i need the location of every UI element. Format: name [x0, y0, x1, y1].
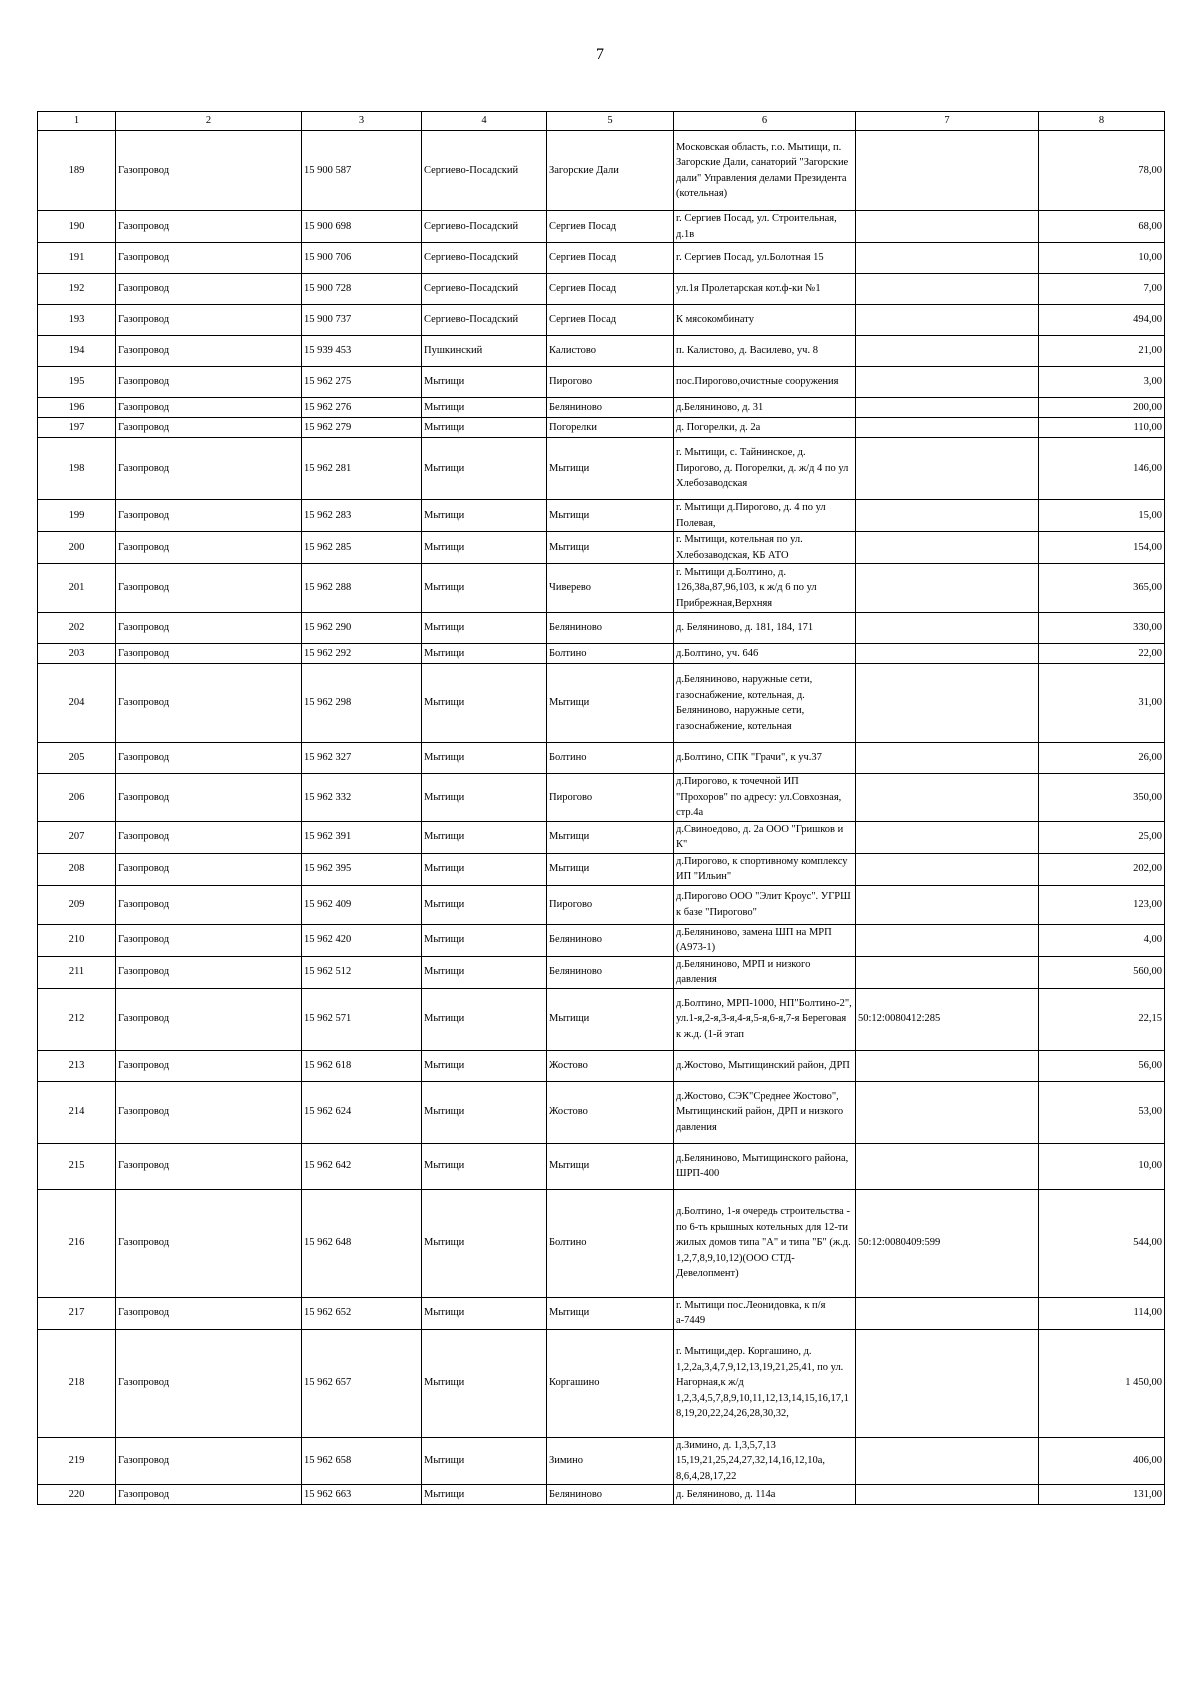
- inventory-number-cell: 15 962 276: [302, 398, 422, 418]
- district-cell: Мытищи: [422, 532, 547, 564]
- row-number-cell: 218: [38, 1329, 116, 1437]
- row-number-cell: 189: [38, 131, 116, 211]
- row-number-cell: 216: [38, 1189, 116, 1297]
- district-cell: Мытищи: [422, 1189, 547, 1297]
- length-cell: 406,00: [1039, 1437, 1165, 1485]
- locality-cell: Мытищи: [547, 532, 674, 564]
- locality-cell: Мытищи: [547, 438, 674, 500]
- address-cell: д. Погорелки, д. 2а: [674, 418, 856, 438]
- locality-cell: Мытищи: [547, 853, 674, 885]
- cadastral-number-cell: [856, 398, 1039, 418]
- object-type-cell: Газопровод: [116, 644, 302, 664]
- district-cell: Мытищи: [422, 1297, 547, 1329]
- length-cell: 202,00: [1039, 853, 1165, 885]
- length-cell: 7,00: [1039, 274, 1165, 305]
- table-row: [38, 131, 1165, 211]
- inventory-number-cell: 15 900 706: [302, 243, 422, 274]
- table-row: [38, 532, 1165, 564]
- table-row: [38, 821, 1165, 853]
- address-cell: г. Мытищи, котельная по ул. Хлебозаводская, КБ АТО: [674, 532, 856, 564]
- column-number: 7: [856, 112, 1039, 131]
- object-type-cell: Газопровод: [116, 1143, 302, 1189]
- table-row: [38, 613, 1165, 644]
- inventory-number-cell: 15 962 395: [302, 853, 422, 885]
- length-cell: 25,00: [1039, 821, 1165, 853]
- address-cell: д.Болтино, уч. 646: [674, 644, 856, 664]
- cadastral-number-cell: [856, 1297, 1039, 1329]
- object-type-cell: Газопровод: [116, 274, 302, 305]
- cadastral-number-cell: [856, 532, 1039, 564]
- inventory-number-cell: 15 962 624: [302, 1081, 422, 1143]
- cadastral-number-cell: [856, 1081, 1039, 1143]
- district-cell: Мытищи: [422, 418, 547, 438]
- length-cell: 26,00: [1039, 743, 1165, 774]
- object-type-cell: Газопровод: [116, 243, 302, 274]
- table-row: [38, 664, 1165, 743]
- inventory-number-cell: 15 962 285: [302, 532, 422, 564]
- address-cell: г. Мытищи д.Пирогово, д. 4 по ул Полевая,: [674, 500, 856, 532]
- cadastral-number-cell: [856, 1050, 1039, 1081]
- locality-cell: Зимино: [547, 1437, 674, 1485]
- address-cell: пос.Пирогово,очистные сооружения: [674, 367, 856, 398]
- district-cell: Мытищи: [422, 988, 547, 1050]
- row-number-cell: 213: [38, 1050, 116, 1081]
- inventory-number-cell: 15 900 698: [302, 211, 422, 243]
- table-row: [38, 336, 1165, 367]
- locality-cell: Калистово: [547, 336, 674, 367]
- table-row: [38, 438, 1165, 500]
- inventory-number-cell: 15 962 648: [302, 1189, 422, 1297]
- table-row: [38, 367, 1165, 398]
- object-type-cell: Газопровод: [116, 418, 302, 438]
- cadastral-number-cell: [856, 956, 1039, 988]
- district-cell: Мытищи: [422, 500, 547, 532]
- inventory-number-cell: 15 962 275: [302, 367, 422, 398]
- cadastral-number-cell: [856, 743, 1039, 774]
- length-cell: 78,00: [1039, 131, 1165, 211]
- table-row: [38, 1329, 1165, 1437]
- object-type-cell: Газопровод: [116, 1050, 302, 1081]
- object-type-cell: Газопровод: [116, 853, 302, 885]
- address-cell: д.Беляниново, Мытищинского района, ШРП-400: [674, 1143, 856, 1189]
- district-cell: Мытищи: [422, 774, 547, 822]
- inventory-number-cell: 15 962 571: [302, 988, 422, 1050]
- object-type-cell: Газопровод: [116, 500, 302, 532]
- cadastral-number-cell: [856, 924, 1039, 956]
- row-number-cell: 211: [38, 956, 116, 988]
- length-cell: 10,00: [1039, 243, 1165, 274]
- object-type-cell: Газопровод: [116, 956, 302, 988]
- locality-cell: Пирогово: [547, 885, 674, 924]
- length-cell: 131,00: [1039, 1485, 1165, 1505]
- table-row: [38, 243, 1165, 274]
- district-cell: Мытищи: [422, 398, 547, 418]
- row-number-cell: 198: [38, 438, 116, 500]
- cadastral-number-cell: [856, 211, 1039, 243]
- district-cell: Мытищи: [422, 438, 547, 500]
- address-cell: д.Беляниново, д. 31: [674, 398, 856, 418]
- row-number-cell: 205: [38, 743, 116, 774]
- inventory-number-cell: 15 900 737: [302, 305, 422, 336]
- locality-cell: Сергиев Посад: [547, 274, 674, 305]
- row-number-cell: 206: [38, 774, 116, 822]
- cadastral-number-cell: [856, 885, 1039, 924]
- locality-cell: Жостово: [547, 1050, 674, 1081]
- table-row: [38, 418, 1165, 438]
- locality-cell: Сергиев Посад: [547, 211, 674, 243]
- object-type-cell: Газопровод: [116, 664, 302, 743]
- district-cell: Пушкинский: [422, 336, 547, 367]
- row-number-cell: 195: [38, 367, 116, 398]
- address-cell: д.Жостово, СЭК"Среднее Жостово", Мытищинский район, ДРП и низкого давления: [674, 1081, 856, 1143]
- inventory-number-cell: 15 962 391: [302, 821, 422, 853]
- district-cell: Мытищи: [422, 1081, 547, 1143]
- object-type-cell: Газопровод: [116, 532, 302, 564]
- row-number-cell: 210: [38, 924, 116, 956]
- address-cell: д.Болтино, СПК "Грачи", к уч.37: [674, 743, 856, 774]
- column-number: 8: [1039, 112, 1165, 131]
- object-type-cell: Газопровод: [116, 367, 302, 398]
- address-cell: д.Беляниново, замена ШП на МРП (А973-1): [674, 924, 856, 956]
- inventory-number-cell: 15 962 279: [302, 418, 422, 438]
- table-row: [38, 305, 1165, 336]
- object-type-cell: Газопровод: [116, 398, 302, 418]
- length-cell: 560,00: [1039, 956, 1165, 988]
- cadastral-number-cell: [856, 774, 1039, 822]
- district-cell: Мытищи: [422, 924, 547, 956]
- district-cell: Мытищи: [422, 821, 547, 853]
- object-type-cell: Газопровод: [116, 211, 302, 243]
- column-number: 2: [116, 112, 302, 131]
- cadastral-number-cell: [856, 243, 1039, 274]
- address-cell: д.Жостово, Мытищинский район, ДРП: [674, 1050, 856, 1081]
- district-cell: Сергиево-Посадский: [422, 243, 547, 274]
- inventory-number-cell: 15 900 587: [302, 131, 422, 211]
- table-row: [38, 1050, 1165, 1081]
- object-type-cell: Газопровод: [116, 1297, 302, 1329]
- locality-cell: Беляниново: [547, 924, 674, 956]
- row-number-cell: 199: [38, 500, 116, 532]
- district-cell: Мытищи: [422, 1485, 547, 1505]
- row-number-cell: 212: [38, 988, 116, 1050]
- district-cell: Мытищи: [422, 1050, 547, 1081]
- row-number-cell: 200: [38, 532, 116, 564]
- table-row: [38, 885, 1165, 924]
- cadastral-number-cell: [856, 500, 1039, 532]
- district-cell: Мытищи: [422, 743, 547, 774]
- row-number-cell: 193: [38, 305, 116, 336]
- locality-cell: Пирогово: [547, 774, 674, 822]
- address-cell: п. Калистово, д. Василево, уч. 8: [674, 336, 856, 367]
- inventory-number-cell: 15 962 663: [302, 1485, 422, 1505]
- row-number-cell: 220: [38, 1485, 116, 1505]
- cadastral-number-cell: [856, 131, 1039, 211]
- cadastral-number-cell: [856, 664, 1039, 743]
- inventory-number-cell: 15 962 283: [302, 500, 422, 532]
- district-cell: Мытищи: [422, 885, 547, 924]
- length-cell: 544,00: [1039, 1189, 1165, 1297]
- locality-cell: Чиверево: [547, 564, 674, 613]
- row-number-cell: 190: [38, 211, 116, 243]
- row-number-cell: 196: [38, 398, 116, 418]
- cadastral-number-cell: [856, 853, 1039, 885]
- locality-cell: Беляниново: [547, 398, 674, 418]
- locality-cell: Мытищи: [547, 1297, 674, 1329]
- table-row: [38, 1143, 1165, 1189]
- row-number-cell: 219: [38, 1437, 116, 1485]
- object-type-cell: Газопровод: [116, 1329, 302, 1437]
- length-cell: 56,00: [1039, 1050, 1165, 1081]
- locality-cell: Коргашино: [547, 1329, 674, 1437]
- inventory-number-cell: 15 962 327: [302, 743, 422, 774]
- district-cell: Мытищи: [422, 1437, 547, 1485]
- length-cell: 21,00: [1039, 336, 1165, 367]
- object-type-cell: Газопровод: [116, 821, 302, 853]
- district-cell: Сергиево-Посадский: [422, 274, 547, 305]
- locality-cell: Пирогово: [547, 367, 674, 398]
- column-number-row: [38, 112, 1165, 131]
- address-cell: д.Пирогово ООО "Элит Кроус". УГРШ к базе "Пирогово": [674, 885, 856, 924]
- length-cell: 68,00: [1039, 211, 1165, 243]
- locality-cell: Беляниново: [547, 1485, 674, 1505]
- district-cell: Мытищи: [422, 367, 547, 398]
- row-number-cell: 192: [38, 274, 116, 305]
- cadastral-number-cell: [856, 367, 1039, 398]
- object-type-cell: Газопровод: [116, 885, 302, 924]
- object-type-cell: Газопровод: [116, 131, 302, 211]
- length-cell: 200,00: [1039, 398, 1165, 418]
- locality-cell: Погорелки: [547, 418, 674, 438]
- cadastral-number-cell: [856, 336, 1039, 367]
- address-cell: д. Беляниново, д. 114а: [674, 1485, 856, 1505]
- table-row: [38, 500, 1165, 532]
- cadastral-number-cell: [856, 1437, 1039, 1485]
- district-cell: Мытищи: [422, 956, 547, 988]
- table-row: [38, 644, 1165, 664]
- cadastral-number-cell: [856, 418, 1039, 438]
- object-type-cell: Газопровод: [116, 743, 302, 774]
- row-number-cell: 197: [38, 418, 116, 438]
- row-number-cell: 204: [38, 664, 116, 743]
- row-number-cell: 217: [38, 1297, 116, 1329]
- district-cell: Мытищи: [422, 1329, 547, 1437]
- address-cell: д.Беляниново, МРП и низкого давления: [674, 956, 856, 988]
- row-number-cell: 208: [38, 853, 116, 885]
- object-type-cell: Газопровод: [116, 1485, 302, 1505]
- address-cell: ул.1я Пролетарская кот.ф-ки №1: [674, 274, 856, 305]
- inventory-number-cell: 15 900 728: [302, 274, 422, 305]
- locality-cell: Мытищи: [547, 500, 674, 532]
- locality-cell: Сергиев Посад: [547, 243, 674, 274]
- page-number: 7: [596, 46, 604, 63]
- length-cell: 110,00: [1039, 418, 1165, 438]
- address-cell: д.Беляниново, наружные сети, газоснабжение, котельная, д. Беляниново, наружные сети, газоснабжение, котельная: [674, 664, 856, 743]
- length-cell: 330,00: [1039, 613, 1165, 644]
- cadastral-number-cell: [856, 305, 1039, 336]
- object-type-cell: Газопровод: [116, 564, 302, 613]
- inventory-number-cell: 15 962 281: [302, 438, 422, 500]
- length-cell: 3,00: [1039, 367, 1165, 398]
- address-cell: г. Мытищи д.Болтино, д. 126,38а,87,96,103, к ж/д 6 по ул Прибрежная,Верхняя: [674, 564, 856, 613]
- length-cell: 350,00: [1039, 774, 1165, 822]
- inventory-number-cell: 15 962 642: [302, 1143, 422, 1189]
- table-row: [38, 853, 1165, 885]
- column-number: 1: [38, 112, 116, 131]
- locality-cell: Загорские Дали: [547, 131, 674, 211]
- inventory-number-cell: 15 962 657: [302, 1329, 422, 1437]
- locality-cell: Болтино: [547, 1189, 674, 1297]
- object-type-cell: Газопровод: [116, 613, 302, 644]
- table-row: [38, 274, 1165, 305]
- table-row: [38, 398, 1165, 418]
- inventory-number-cell: 15 962 652: [302, 1297, 422, 1329]
- row-number-cell: 201: [38, 564, 116, 613]
- locality-cell: Мытищи: [547, 988, 674, 1050]
- district-cell: Мытищи: [422, 644, 547, 664]
- inventory-number-cell: 15 962 409: [302, 885, 422, 924]
- length-cell: 146,00: [1039, 438, 1165, 500]
- length-cell: 494,00: [1039, 305, 1165, 336]
- object-type-cell: Газопровод: [116, 924, 302, 956]
- address-cell: д.Зимино, д. 1,3,5,7,13 15,19,21,25,24,27,32,14,16,12,10а, 8,6,4,28,17,22: [674, 1437, 856, 1485]
- length-cell: 22,00: [1039, 644, 1165, 664]
- length-cell: 114,00: [1039, 1297, 1165, 1329]
- row-number-cell: 191: [38, 243, 116, 274]
- object-type-cell: Газопровод: [116, 1189, 302, 1297]
- cadastral-number-cell: [856, 644, 1039, 664]
- length-cell: 1 450,00: [1039, 1329, 1165, 1437]
- address-cell: д.Свиноедово, д. 2а ООО "Гришков и К": [674, 821, 856, 853]
- cadastral-number-cell: [856, 1485, 1039, 1505]
- district-cell: Сергиево-Посадский: [422, 131, 547, 211]
- column-number: 4: [422, 112, 547, 131]
- row-number-cell: 202: [38, 613, 116, 644]
- address-cell: г. Мытищи пос.Леонидовка, к п/я а-7449: [674, 1297, 856, 1329]
- inventory-number-cell: 15 962 288: [302, 564, 422, 613]
- table-row: [38, 988, 1165, 1050]
- column-number: 3: [302, 112, 422, 131]
- cadastral-number-cell: 50:12:0080412:285: [856, 988, 1039, 1050]
- length-cell: 31,00: [1039, 664, 1165, 743]
- cadastral-number-cell: 50:12:0080409:599: [856, 1189, 1039, 1297]
- district-cell: Мытищи: [422, 1143, 547, 1189]
- row-number-cell: 215: [38, 1143, 116, 1189]
- length-cell: 15,00: [1039, 500, 1165, 532]
- table-row: [38, 1081, 1165, 1143]
- row-number-cell: 207: [38, 821, 116, 853]
- length-cell: 365,00: [1039, 564, 1165, 613]
- cadastral-number-cell: [856, 821, 1039, 853]
- table-row: [38, 774, 1165, 822]
- inventory-number-cell: 15 962 332: [302, 774, 422, 822]
- locality-cell: Мытищи: [547, 1143, 674, 1189]
- cadastral-number-cell: [856, 613, 1039, 644]
- inventory-number-cell: 15 962 512: [302, 956, 422, 988]
- length-cell: 10,00: [1039, 1143, 1165, 1189]
- object-type-cell: Газопровод: [116, 1081, 302, 1143]
- district-cell: Мытищи: [422, 664, 547, 743]
- district-cell: Сергиево-Посадский: [422, 305, 547, 336]
- table-row: [38, 1437, 1165, 1485]
- inventory-number-cell: 15 962 618: [302, 1050, 422, 1081]
- inventory-number-cell: 15 962 420: [302, 924, 422, 956]
- table-row: [38, 211, 1165, 243]
- address-cell: д. Беляниново, д. 181, 184, 171: [674, 613, 856, 644]
- district-cell: Сергиево-Посадский: [422, 211, 547, 243]
- address-cell: д.Пирогово, к спортивному комплексу ИП "Ильин": [674, 853, 856, 885]
- locality-cell: Беляниново: [547, 613, 674, 644]
- table-row: [38, 743, 1165, 774]
- locality-cell: Сергиев Посад: [547, 305, 674, 336]
- column-number: 5: [547, 112, 674, 131]
- length-cell: 53,00: [1039, 1081, 1165, 1143]
- gas-pipeline-registry-table: [37, 111, 1165, 1505]
- object-type-cell: Газопровод: [116, 1437, 302, 1485]
- inventory-number-cell: 15 962 298: [302, 664, 422, 743]
- address-cell: Московская область, г.о. Мытищи, п. Загорские Дали, санаторий "Загорские дали" Управления делами Президента (котельная): [674, 131, 856, 211]
- address-cell: д.Болтино, МРП-1000, НП"Болтино-2", ул.1-я,2-я,3-я,4-я,5-я,6-я,7-я Береговая к ж.д. (1-й этап: [674, 988, 856, 1050]
- object-type-cell: Газопровод: [116, 438, 302, 500]
- cadastral-number-cell: [856, 564, 1039, 613]
- district-cell: Мытищи: [422, 853, 547, 885]
- table-row: [38, 564, 1165, 613]
- object-type-cell: Газопровод: [116, 305, 302, 336]
- address-cell: д.Пирогово, к точечной ИП "Прохоров" по адресу: ул.Совхозная, стр.4а: [674, 774, 856, 822]
- inventory-number-cell: 15 962 290: [302, 613, 422, 644]
- object-type-cell: Газопровод: [116, 336, 302, 367]
- district-cell: Мытищи: [422, 564, 547, 613]
- table-row: [38, 956, 1165, 988]
- table-row: [38, 1189, 1165, 1297]
- locality-cell: Беляниново: [547, 956, 674, 988]
- length-cell: 4,00: [1039, 924, 1165, 956]
- table-row: [38, 1485, 1165, 1505]
- address-cell: г. Сергиев Посад, ул. Строительная, д.1в: [674, 211, 856, 243]
- row-number-cell: 194: [38, 336, 116, 367]
- address-cell: г. Мытищи, с. Тайнинское, д. Пирогово, д. Погорелки, д. ж/д 4 по ул Хлебозаводская: [674, 438, 856, 500]
- cadastral-number-cell: [856, 438, 1039, 500]
- address-cell: д.Болтино, 1-я очередь строительства - по 6-ть крышных котельных для 12-ти жилых домов типа "А" и типа "Б" (ж.д. 1,2,7,8,9,10,12)(ООО СТД-Девелопмент): [674, 1189, 856, 1297]
- inventory-number-cell: 15 962 658: [302, 1437, 422, 1485]
- length-cell: 22,15: [1039, 988, 1165, 1050]
- locality-cell: Болтино: [547, 644, 674, 664]
- locality-cell: Мытищи: [547, 821, 674, 853]
- column-number: 6: [674, 112, 856, 131]
- address-cell: г. Мытищи,дер. Коргашино, д. 1,2,2а,3,4,7,9,12,13,19,21,25,41, по ул. Нагорная,к ж/д 1,2,3,4,5,7,8,9,10,11,12,13,14,15,16,17,18,19,20,22,24,26,28,30,32,: [674, 1329, 856, 1437]
- inventory-number-cell: 15 962 292: [302, 644, 422, 664]
- locality-cell: Мытищи: [547, 664, 674, 743]
- table-row: [38, 924, 1165, 956]
- row-number-cell: 209: [38, 885, 116, 924]
- address-cell: К мясокомбинату: [674, 305, 856, 336]
- row-number-cell: 203: [38, 644, 116, 664]
- table-row: [38, 1297, 1165, 1329]
- locality-cell: Жостово: [547, 1081, 674, 1143]
- length-cell: 123,00: [1039, 885, 1165, 924]
- locality-cell: Болтино: [547, 743, 674, 774]
- address-cell: г. Сергиев Посад, ул.Болотная 15: [674, 243, 856, 274]
- row-number-cell: 214: [38, 1081, 116, 1143]
- length-cell: 154,00: [1039, 532, 1165, 564]
- inventory-number-cell: 15 939 453: [302, 336, 422, 367]
- cadastral-number-cell: [856, 1329, 1039, 1437]
- cadastral-number-cell: [856, 274, 1039, 305]
- cadastral-number-cell: [856, 1143, 1039, 1189]
- object-type-cell: Газопровод: [116, 774, 302, 822]
- object-type-cell: Газопровод: [116, 988, 302, 1050]
- district-cell: Мытищи: [422, 613, 547, 644]
